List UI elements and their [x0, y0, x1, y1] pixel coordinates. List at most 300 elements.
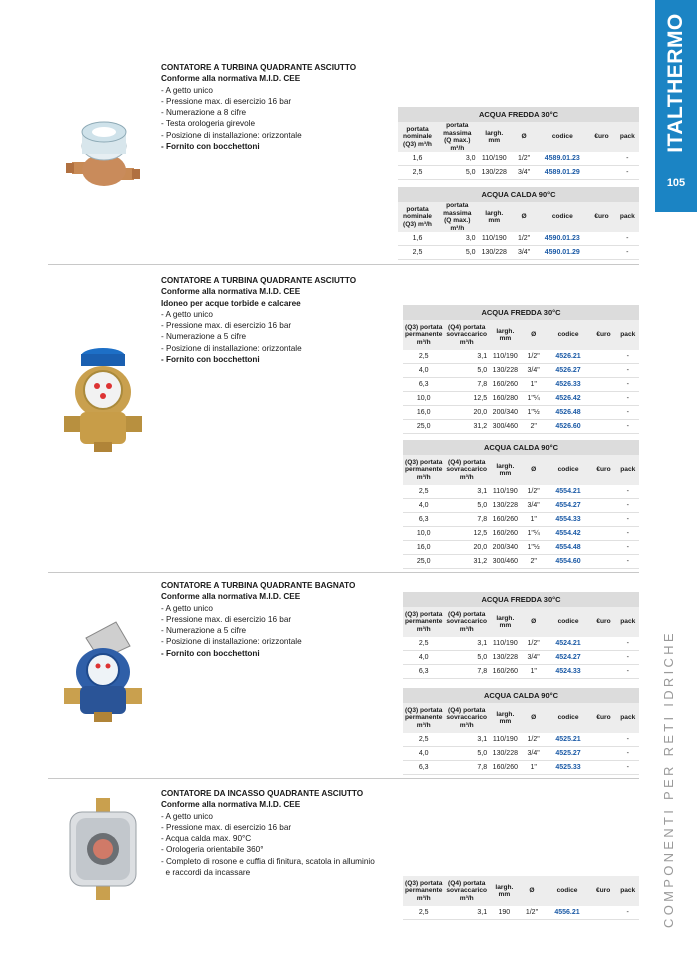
header-code: codice [537, 122, 587, 152]
cell-code: 4524.33 [546, 665, 591, 679]
cell-q4: 31,2 [444, 555, 489, 569]
header-line: mm [488, 217, 501, 224]
cell-price [590, 733, 616, 747]
cell-q4: 31,2 [444, 420, 489, 434]
table-row [398, 152, 639, 166]
cell-q4: 5,0 [444, 499, 489, 513]
header-line: mm [499, 335, 512, 342]
header-pack: pack [617, 320, 639, 350]
cell-q4: 7,8 [444, 761, 489, 775]
product-description-1 [161, 62, 356, 152]
cell-diameter: 3/4" [522, 364, 546, 378]
cell-width: 130/228 [478, 166, 511, 180]
cell-pack: - [617, 378, 639, 392]
header-q4 [444, 703, 489, 733]
cell-q3: 6,3 [403, 761, 444, 775]
header-code: codice [546, 703, 591, 733]
description-line: - Acqua calda max. 90°C [161, 834, 252, 844]
page-number: 105 [666, 177, 686, 189]
header-line: permanente [405, 887, 443, 895]
cell-code: 4554.42 [546, 527, 591, 541]
header-line: largh. [495, 883, 514, 891]
header-line: (Q3) portata [405, 458, 443, 466]
table-row [398, 166, 639, 180]
cell-price [587, 246, 615, 260]
cell-pack: - [617, 761, 639, 775]
cell-price [590, 555, 616, 569]
header-q3 [403, 320, 444, 350]
cell-q4: 3,0 [437, 232, 478, 246]
cell-code: 4554.60 [546, 555, 591, 569]
header-line: (Q3) m³/h [403, 220, 432, 228]
header-line: m³/h [459, 625, 474, 633]
cell-price [590, 906, 617, 920]
cell-pack: - [617, 747, 639, 761]
header-q4 [444, 876, 489, 906]
cell-pack: - [617, 392, 639, 406]
header-line: (Q4) portata [448, 458, 486, 466]
table-row [403, 541, 639, 555]
header-q4 [444, 607, 489, 637]
product-description-2 [161, 275, 356, 365]
header-pack: pack [617, 703, 639, 733]
cell-code: 4554.21 [546, 485, 591, 499]
description-line: - Posizione di installazione: orizzontale [161, 637, 302, 647]
table-title: ACQUA CALDA 90°C [398, 187, 639, 202]
header-line: largh. [496, 462, 515, 470]
cell-q4: 5,0 [444, 651, 489, 665]
cell-q3: 2,5 [403, 906, 444, 920]
header-line: m³/h [416, 721, 431, 729]
cell-price [590, 406, 616, 420]
header-code: codice [546, 607, 591, 637]
header-line: mm [488, 137, 501, 144]
cell-q3: 1,6 [398, 232, 437, 246]
header-line: m³/h [459, 721, 474, 729]
description-line: - Posizione di installazione: orizzontale [161, 130, 302, 140]
cell-width: 110/190 [478, 152, 511, 166]
table-row [403, 665, 639, 679]
cell-q4: 7,8 [444, 378, 489, 392]
header-line: portata [446, 202, 469, 209]
cell-diameter: 1"¼ [522, 527, 546, 541]
cell-diameter: 2" [522, 555, 546, 569]
water-meter-image-3 [62, 620, 144, 730]
header-q3 [403, 455, 444, 485]
cell-code: 4590.01.23 [537, 232, 587, 246]
header-q4 [444, 455, 489, 485]
cell-pack: - [617, 420, 639, 434]
cell-diameter: 3/4" [522, 651, 546, 665]
header-width [489, 320, 521, 350]
cell-q4: 20,0 [444, 541, 489, 555]
cell-q3: 2,5 [398, 166, 437, 180]
table-row [403, 406, 639, 420]
table-row [403, 906, 639, 920]
header-line: mm [499, 470, 512, 477]
table-header-row [403, 876, 639, 906]
cell-q4: 5,0 [437, 166, 478, 180]
cell-price [590, 665, 616, 679]
description-line: - Numerazione a 5 cifre [161, 332, 247, 342]
cell-pack: - [616, 232, 639, 246]
description-line: - Pressione max. di esercizio 16 bar [161, 321, 292, 331]
cell-q4: 12,5 [444, 527, 489, 541]
cell-width: 110/190 [489, 485, 521, 499]
table-row [403, 651, 639, 665]
cell-diameter: 1/2" [522, 733, 546, 747]
description-line: Conforme alla normativa M.I.D. CEE [161, 800, 301, 810]
cell-price [590, 350, 616, 364]
cell-diameter: 3/4" [511, 246, 537, 260]
header-pack: pack [616, 122, 639, 152]
cell-price [590, 420, 616, 434]
header-diameter: Ø [522, 607, 546, 637]
product-title: CONTATORE A TURBINA QUADRANTE ASCIUTTO [161, 63, 357, 72]
header-euro: €uro [590, 876, 617, 906]
header-q4 [437, 202, 478, 232]
cell-q4: 7,8 [444, 513, 489, 527]
cell-diameter: 1/2" [522, 637, 546, 651]
cell-pack: - [616, 152, 639, 166]
cell-q3: 6,3 [403, 378, 444, 392]
description-line: - Pressione max. di esercizio 16 bar [161, 614, 292, 624]
header-line: mm [499, 718, 512, 725]
header-q4 [444, 320, 489, 350]
cell-code: 4524.27 [546, 651, 591, 665]
header-line: permanente [405, 466, 443, 474]
table-row [403, 555, 639, 569]
spec-table-cold-2 [403, 305, 639, 434]
cell-q3: 4,0 [403, 747, 444, 761]
header-diameter: Ø [522, 455, 546, 485]
header-width [489, 876, 520, 906]
table-row [398, 232, 639, 246]
cell-code: 4525.33 [546, 761, 591, 775]
cell-q3: 6,3 [403, 665, 444, 679]
cell-q3: 2,5 [398, 246, 437, 260]
cell-width: 160/260 [489, 527, 521, 541]
cell-diameter: 1" [522, 761, 546, 775]
cell-code: 4554.33 [546, 513, 591, 527]
cell-code: 4554.48 [546, 541, 591, 555]
header-q3 [398, 202, 437, 232]
cell-width: 300/460 [489, 555, 521, 569]
table-row [403, 761, 639, 775]
product-title: CONTATORE A TURBINA QUADRANTE ASCIUTTO [161, 276, 357, 285]
cell-q3: 16,0 [403, 406, 444, 420]
cell-width: 300/460 [489, 420, 521, 434]
cell-q3: 10,0 [403, 527, 444, 541]
header-line: portata [406, 125, 429, 133]
table-header-row [398, 122, 639, 152]
table-row [403, 733, 639, 747]
cell-code: 4590.01.29 [537, 246, 587, 260]
header-line: (Q3) m³/h [403, 140, 432, 148]
description-line: - Pressione max. di esercizio 16 bar [161, 822, 292, 832]
description-line: - Testa orologeria girevole [161, 119, 256, 129]
cell-diameter: 3/4" [511, 166, 537, 180]
cell-pack: - [616, 246, 639, 260]
cell-price [590, 747, 616, 761]
header-width [478, 202, 511, 232]
cell-code: 4526.27 [546, 364, 591, 378]
description-line: - Pressione max. di esercizio 16 bar [161, 96, 292, 106]
cell-price [590, 392, 616, 406]
header-line: largh. [496, 710, 515, 718]
product-title: CONTATORE A TURBINA QUADRANTE BAGNATO [161, 581, 356, 590]
spec-table-concealed [403, 876, 639, 920]
cell-q4: 3,1 [444, 733, 489, 747]
header-line: largh. [496, 327, 515, 335]
cell-code: 4526.42 [546, 392, 591, 406]
section-divider [48, 572, 639, 573]
header-line: nominale [403, 133, 432, 141]
cell-width: 130/228 [489, 499, 521, 513]
header-line: sovraccarico [446, 331, 488, 339]
cell-q4: 5,0 [444, 747, 489, 761]
cell-code: 4554.27 [546, 499, 591, 513]
cell-code: 4589.01.23 [537, 152, 587, 166]
header-line: (Q3) portata [405, 706, 443, 714]
description-line: - A getto unico [161, 811, 213, 821]
header-line: m³/h [416, 894, 431, 902]
cell-q3: 6,3 [403, 513, 444, 527]
header-width [478, 122, 511, 152]
table-row [398, 246, 639, 260]
cell-code: 4589.01.29 [537, 166, 587, 180]
description-line: Conforme alla normativa M.I.D. CEE [161, 287, 301, 297]
table-row [403, 513, 639, 527]
description-line: - Completo di rosone e cuffia di finitura, scatola in alluminio [161, 856, 375, 866]
description-line: - Fornito con bocchettoni [161, 142, 260, 152]
cell-diameter: 1" [522, 513, 546, 527]
cell-width: 110/190 [489, 637, 521, 651]
header-line: m³/h [459, 338, 474, 346]
cell-q3: 16,0 [403, 541, 444, 555]
table-header-row [403, 320, 639, 350]
header-pack: pack [616, 876, 639, 906]
cell-q4: 12,5 [444, 392, 489, 406]
cell-width: 130/228 [478, 246, 511, 260]
concealed-meter-image [64, 798, 142, 900]
cell-q3: 2,5 [403, 637, 444, 651]
cell-pack: - [617, 555, 639, 569]
cell-q3: 2,5 [403, 350, 444, 364]
table-row [403, 527, 639, 541]
description-line: Idoneo per acque torbide e calcaree [161, 298, 301, 308]
section-divider [48, 778, 639, 779]
cell-pack: - [617, 527, 639, 541]
cell-price [590, 485, 616, 499]
cell-width: 130/228 [489, 747, 521, 761]
header-euro: €uro [587, 202, 615, 232]
table-row [403, 420, 639, 434]
cell-width: 160/260 [489, 378, 521, 392]
header-line: massima [443, 129, 472, 137]
spec-table-cold-3 [403, 592, 639, 679]
cell-code: 4525.27 [546, 747, 591, 761]
table-header-row [403, 607, 639, 637]
cell-code: 4556.21 [544, 906, 590, 920]
cell-diameter: 1"½ [522, 541, 546, 555]
cell-price [587, 232, 615, 246]
description-line: - Posizione di installazione: orizzontale [161, 343, 302, 353]
cell-diameter: 1/2" [511, 232, 537, 246]
header-line: permanente [405, 714, 443, 722]
header-code: codice [537, 202, 587, 232]
header-line: mm [498, 891, 511, 898]
table-title: ACQUA CALDA 90°C [403, 440, 639, 455]
cell-q3: 1,6 [398, 152, 437, 166]
cell-width: 160/260 [489, 513, 521, 527]
spec-table-hot-3 [403, 688, 639, 775]
table-row [403, 378, 639, 392]
cell-diameter: 2" [522, 420, 546, 434]
header-line: m³/h [416, 473, 431, 481]
description-line: e raccordi da incassare [161, 868, 251, 878]
product-description-3 [161, 580, 355, 659]
cell-diameter: 1" [522, 665, 546, 679]
cell-pack: - [617, 733, 639, 747]
header-line: (Q4) portata [448, 323, 486, 331]
cell-width: 130/228 [489, 364, 521, 378]
product-title: CONTATORE DA INCASSO QUADRANTE ASCIUTTO [161, 789, 364, 798]
cell-diameter: 3/4" [522, 747, 546, 761]
header-line: largh. [496, 614, 515, 622]
header-euro: €uro [590, 607, 616, 637]
header-line: permanente [405, 331, 443, 339]
cell-code: 4526.48 [546, 406, 591, 420]
cell-width: 110/190 [489, 733, 521, 747]
spec-table-hot-1 [398, 187, 639, 260]
cell-q4: 5,0 [437, 246, 478, 260]
header-line: mm [499, 622, 512, 629]
cell-pack: - [617, 364, 639, 378]
header-diameter: Ø [522, 703, 546, 733]
cell-q3: 4,0 [403, 364, 444, 378]
header-code: codice [546, 320, 591, 350]
header-line: portata [406, 205, 429, 213]
cell-q4: 3,1 [444, 637, 489, 651]
cell-width: 130/228 [489, 651, 521, 665]
table-row [403, 637, 639, 651]
table-row [403, 364, 639, 378]
cell-q3: 25,0 [403, 420, 444, 434]
header-line: (Q3) portata [405, 610, 443, 618]
header-line: largh. [485, 129, 504, 137]
cell-q4: 5,0 [444, 364, 489, 378]
header-diameter: Ø [511, 202, 537, 232]
cell-price [590, 499, 616, 513]
brand-label: ITALTHERMO [664, 12, 687, 153]
cell-pack: - [617, 513, 639, 527]
header-euro: €uro [587, 122, 615, 152]
cell-width: 190 [489, 906, 520, 920]
cell-pack: - [617, 499, 639, 513]
cell-code: 4526.33 [546, 378, 591, 392]
spec-table-cold-1 [398, 107, 639, 180]
section-divider [48, 264, 639, 265]
table-header-row [403, 455, 639, 485]
header-pack: pack [617, 455, 639, 485]
cell-q3: 4,0 [403, 651, 444, 665]
header-euro: €uro [590, 320, 616, 350]
header-width [489, 703, 521, 733]
cell-diameter: 1/2" [511, 152, 537, 166]
cell-diameter: 1"¼ [522, 392, 546, 406]
cell-pack: - [617, 541, 639, 555]
table-row [403, 350, 639, 364]
header-line: sovraccarico [446, 887, 488, 895]
header-code: codice [544, 876, 590, 906]
table-title: ACQUA CALDA 90°C [403, 688, 639, 703]
description-line: - Orologeria orientabile 360° [161, 845, 264, 855]
header-q3 [403, 607, 444, 637]
cell-diameter: 1/2" [520, 906, 545, 920]
cell-pack: - [617, 485, 639, 499]
header-line: sovraccarico [446, 618, 488, 626]
header-q3 [403, 703, 444, 733]
table-header-row [398, 202, 639, 232]
cell-price [587, 166, 615, 180]
table-row [403, 392, 639, 406]
description-line: Conforme alla normativa M.I.D. CEE [161, 74, 301, 84]
table-title: ACQUA FREDDA 30°C [403, 592, 639, 607]
table-title: ACQUA FREDDA 30°C [398, 107, 639, 122]
header-line: sovraccarico [446, 466, 488, 474]
header-line: (Q4) portata [448, 610, 486, 618]
header-line: (Q3) portata [405, 879, 443, 887]
cell-code: 4524.21 [546, 637, 591, 651]
cell-price [590, 378, 616, 392]
cell-width: 200/340 [489, 541, 521, 555]
header-line: sovraccarico [446, 714, 488, 722]
cell-pack: - [616, 166, 639, 180]
header-line: (Q3) portata [405, 323, 443, 331]
cell-q3: 25,0 [403, 555, 444, 569]
header-code: codice [546, 455, 591, 485]
water-meter-image-1 [60, 110, 145, 205]
header-line: m³/h [416, 338, 431, 346]
description-line: - Numerazione a 8 cifre [161, 108, 247, 118]
cell-pack: - [617, 665, 639, 679]
cell-pack: - [617, 350, 639, 364]
header-pack: pack [616, 202, 639, 232]
cell-diameter: 1"½ [522, 406, 546, 420]
cell-pack: - [616, 906, 639, 920]
cell-q4: 3,1 [444, 906, 489, 920]
header-width [489, 455, 521, 485]
cell-code: 4526.21 [546, 350, 591, 364]
spec-table-hot-2 [403, 440, 639, 569]
description-line: Conforme alla normativa M.I.D. CEE [161, 592, 301, 602]
table-row [403, 747, 639, 761]
cell-price [590, 651, 616, 665]
cell-price [590, 637, 616, 651]
product-description-4 [161, 788, 375, 878]
cell-width: 160/280 [489, 392, 521, 406]
description-line: - A getto unico [161, 603, 213, 613]
cell-pack: - [617, 651, 639, 665]
cell-code: 4526.60 [546, 420, 591, 434]
table-header-row [403, 703, 639, 733]
cell-diameter: 1" [522, 378, 546, 392]
cell-width: 200/340 [489, 406, 521, 420]
header-width [489, 607, 521, 637]
description-line: - Fornito con bocchettoni [161, 355, 260, 365]
cell-width: 110/190 [478, 232, 511, 246]
